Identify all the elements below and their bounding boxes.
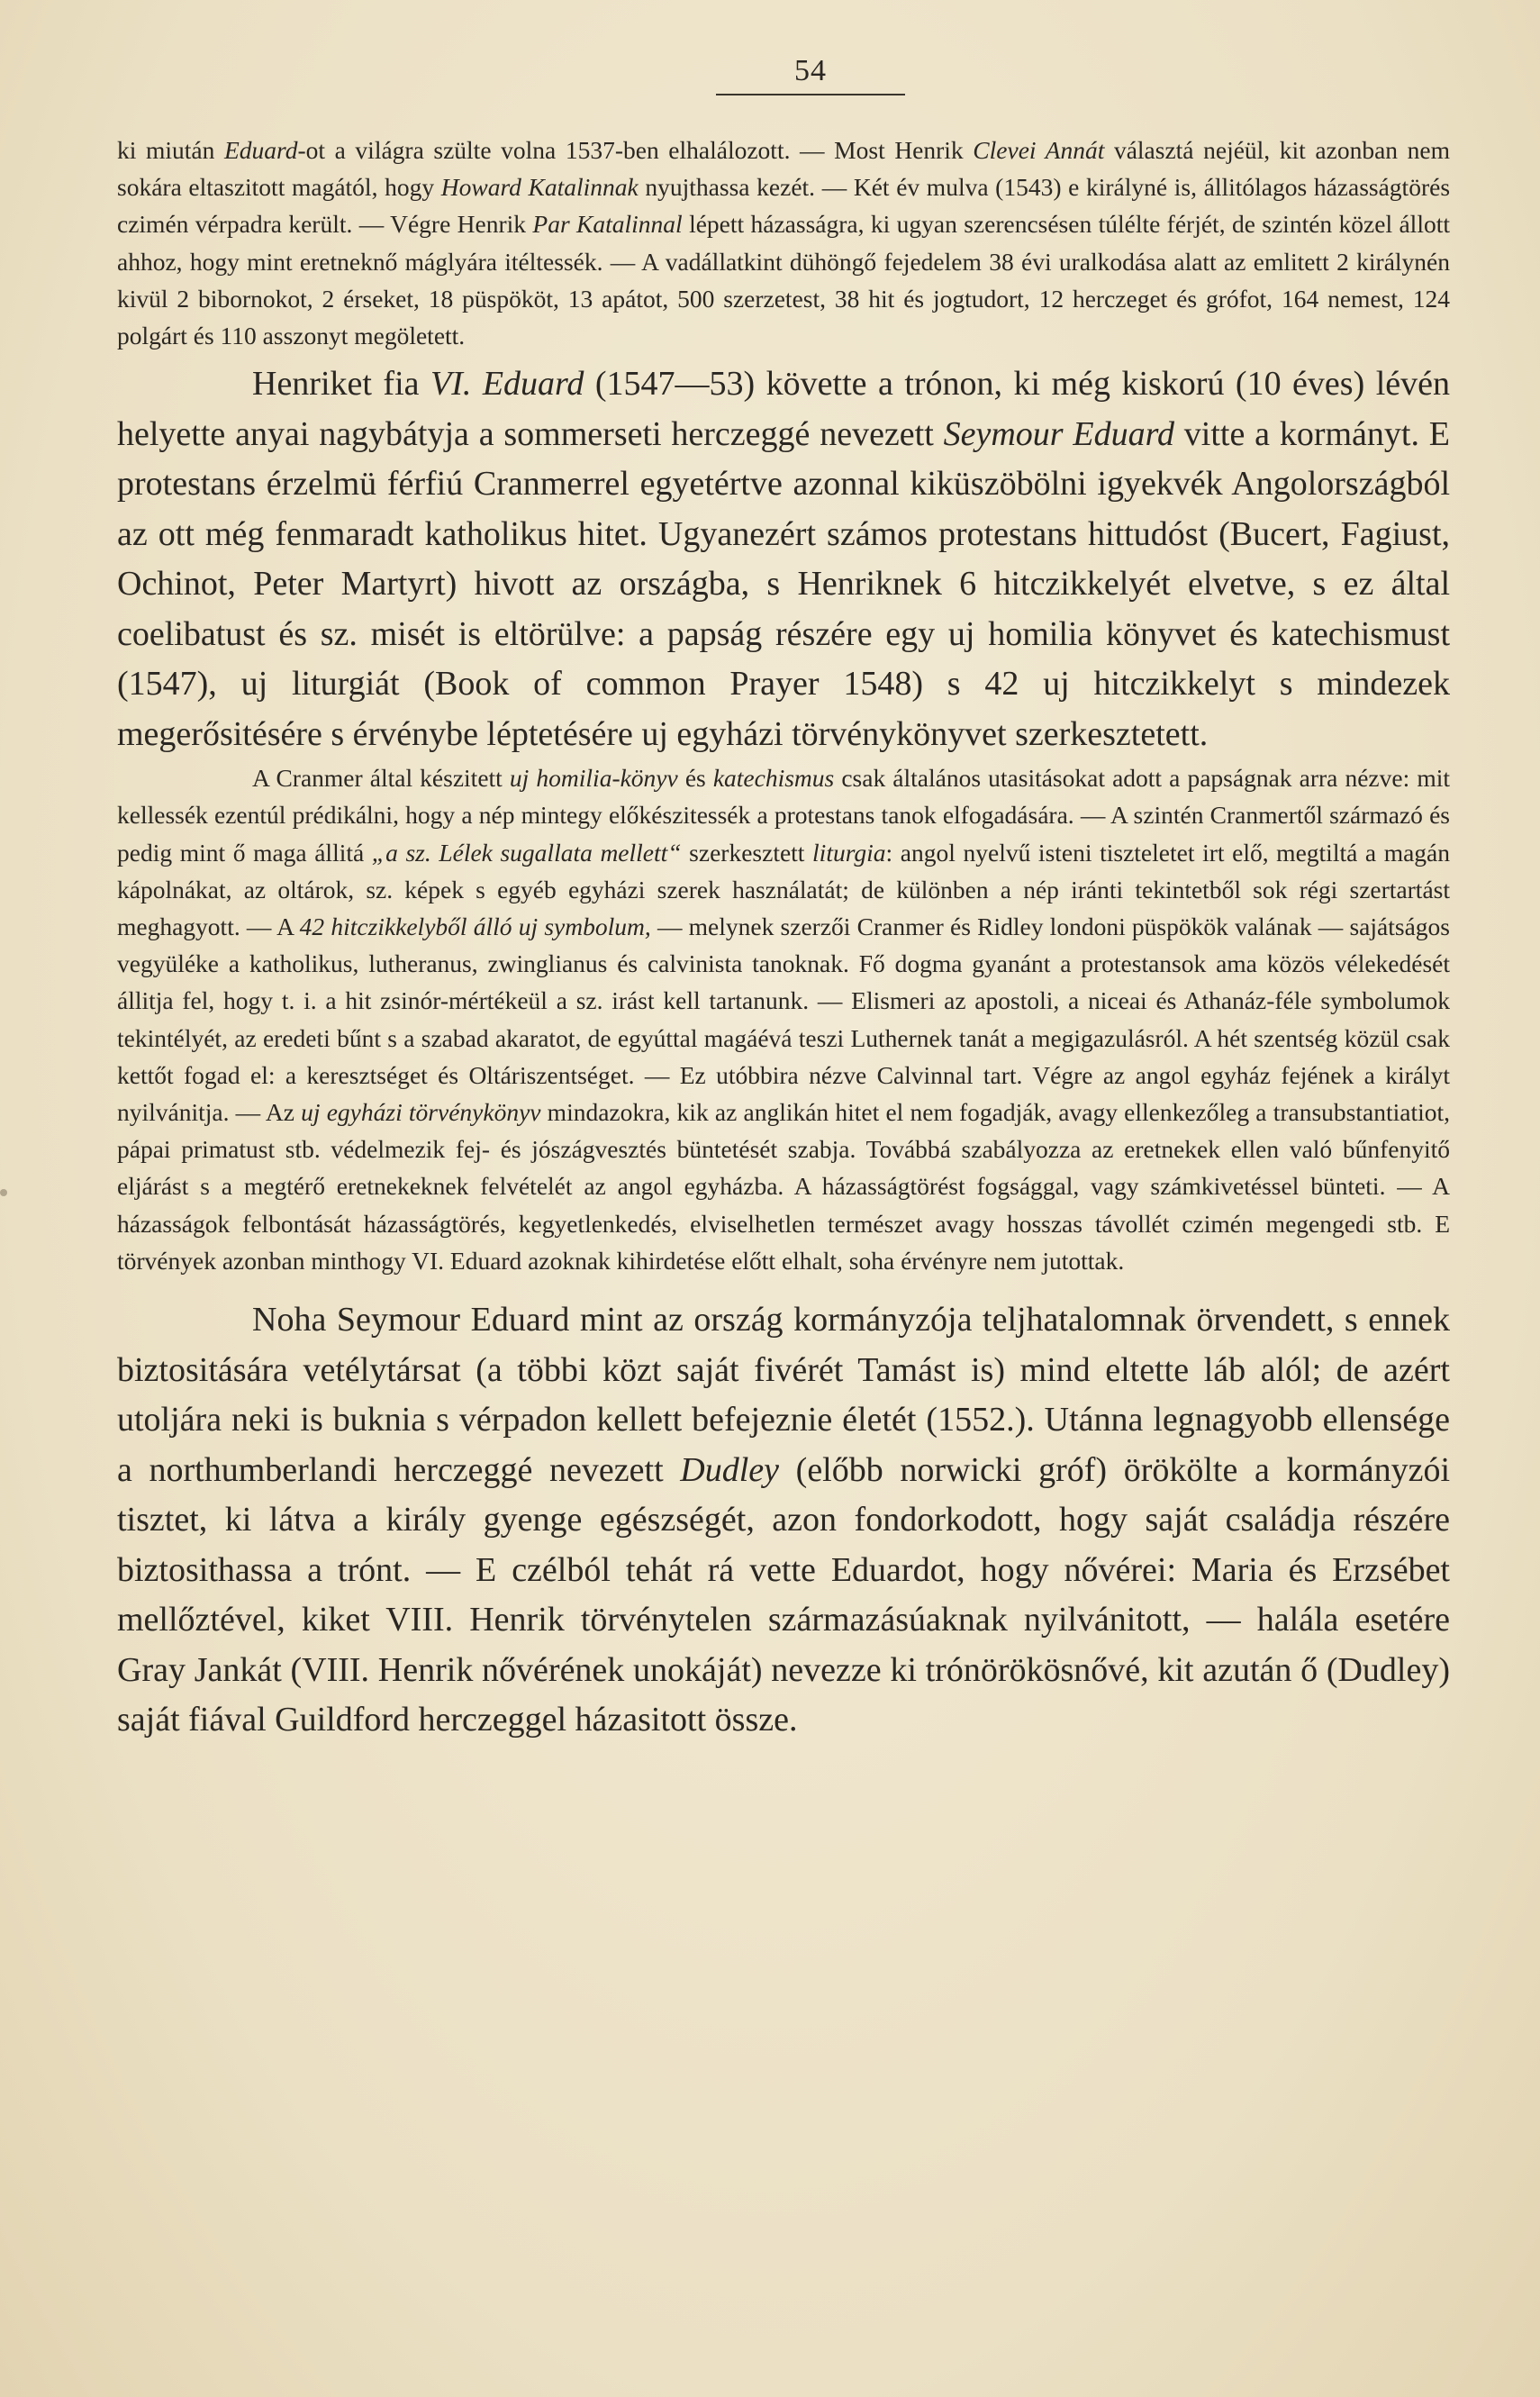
text-run: csak általános utasitásokat adott a papságnak arra nézve: mit kellessék ezentúl prédikálni, hogy a nép mintegy előkészitessék a protestans tanok elfogadására. — A szintén Cranmertől származó és pedig mint ő maga állitá	[117, 764, 1450, 867]
italic-text-run: Howard Katalinnak	[440, 173, 639, 202]
italic-text-run: Dudley	[680, 1450, 780, 1489]
text-run: (előbb norwicki gróf) örökölte a kormányzói tisztet, ki látva a király gyenge egészségét, azon fondorkodott, hogy saját családja részére biztosithassa a trónt. — E czélból tehát rá vette Eduardot, hogy nővérei: Maria és Erzsébet mellőztével, kiket VIII. Henrik törvénytelen származásúaknak nyilvánitott, — halála esetére Gray Jankát (VIII. Henrik nővérének unokáját) nevezze ki trónörökösnővé, kit azután ő (Dudley) saját fiával Guildford herczeggel házasitott össze.	[117, 1450, 1451, 1739]
italic-text-run: uj egyházi törvénykönyv	[301, 1098, 541, 1127]
text-run: vitte a kormányt. E protestans érzelmü férfiú Cranmerrel egyetértve azonnal kiküszöbölni igyekvék Angolországból az ott még fenmaradt katholikus hitet. Ugyanezért számos protestans hittudóst (Bucert, Fagiust, Ochinot, Peter Martyrt) hivott az országba, s Henriknek 6 hitczikkelyét elvetve, s ez által coelibatust és sz. misét is eltörülve: a papság részére egy uj homilia könyvet és katechismust (1547), uj liturgiát (Book of common Prayer 1548) s 42 uj hitczikkelyt s mindezek megerősitésére s érvénybe léptetésére uj egyházi törvénykönyvet szerkesztetett.	[117, 414, 1450, 753]
paragraph-edward-vi-reign	[117, 359, 1450, 759]
page-number: 54	[794, 54, 827, 87]
text-run: mindazokra, kik az anglikán hitet el nem fogadják, avagy ellenkezőleg a transubstantiatiot, pápai primatust stb. védelmezik fej- és jószágvesztés büntetését szabja. Továbbá szabályozza az eretnekek ellen való bűnfenyitő eljárást s a megtérő eretnekeknek felvételét az angol egyházba. A házasságtörést fogsággal, vagy számkivetéssel bünteti. — A házasságok felbontását házasságtörés, kegyetlenkedés, elviselhetlen természet avagy hosszas távollét czimén megengedi stb. E törvények azonban minthogy VI. Eduard azoknak kihirdetése előtt elhalt, soha érvényre nem jutottak.	[117, 1098, 1450, 1275]
paragraph-footnote-henrik-wives	[117, 132, 1450, 354]
text-run: Noha Seymour Eduard mint az ország kormányzója teljhatalomnak örvendett, s ennek biztositására vetélytársat (a többi közt saját fivérét Tamást is) mind eltette láb alól; de azért utoljára neki is buknia s vérpadon kellett befejeznie életét (1552.). Utánna legnagyobb ellensége a northumberlandi herczeggé nevezett	[117, 1301, 1450, 1489]
paper-speck	[0, 1189, 7, 1196]
text-run: -ot a világra szülte volna 1537-ben elhalálozott. — Most Henrik	[297, 136, 974, 164]
italic-text-run: 42 hitczikkelyből álló uj symbolum,	[299, 912, 651, 941]
text-run: : angol nyelvű isteni tiszteletet irt elő, megtiltá a magán kápolnákat, az oltárok, sz. képek s egyéb egyházi szerek használatát; de különben a nép iránti tekintetből sok régi szertartást meghagyott. — A	[117, 838, 1451, 941]
text-run: szerkesztett	[681, 838, 813, 867]
text-run: ki miután	[117, 136, 224, 164]
italic-text-run: „a sz. Lélek sugallata mellett“	[371, 838, 682, 867]
text-run: (1547—53) követte a trónon, ki még kiskorú (10 éves) lévén helyette anyai nagybátyja a sommerseti herczeggé nevezett	[117, 365, 1450, 453]
italic-text-run: uj homilia-könyv	[509, 764, 678, 793]
paragraph-footnote-cranmer-reforms	[117, 759, 1450, 1279]
italic-text-run: Eduard	[223, 136, 298, 164]
italic-text-run: katechismus	[712, 764, 835, 793]
italic-text-run: liturgia	[812, 838, 886, 867]
page-number-rule	[716, 94, 905, 95]
italic-text-run: Seymour Eduard	[943, 414, 1174, 453]
text-run: lépett házasságra, ki ugyan szerencsésen túlélte férjét, de szintén közel állott ahhoz, hogy mint eretneknő máglyára itéltessék. — A vadállatkint dühöngő fejedelem 38 évi uralkodása alatt az emlitett 2 királynén kivül 2 bibornokot, 2 érseket, 18 püspököt, 13 apátot, 500 szerzetest, 38 hit és jogtudort, 12 herczeget és grófot, 164 nemest, 124 polgárt és 110 asszonyt megöletett.	[117, 210, 1450, 350]
paragraph-seymour-dudley	[117, 1295, 1450, 1746]
text-run: A Cranmer által készitett	[252, 764, 510, 793]
text-run: választá nejéül, kit azonban nem sokára eltaszitott magától, hogy	[117, 136, 1450, 202]
text-run: — melynek szerzői Cranmer és Ridley londoni püspökök valának — sajátságos vegyüléke a katholikus, lutheranus, zwinglianus és calvinista tanoknak. Fő dogma gyanánt a protestansok ama közös vélekedését állitja fel, hogy t. i. a hit zsinór-mértékeül a sz. irást kell tartanunk. — Elismeri az apostoli, a niceai és Athanáz-féle symbolumok tekintélyét, az eredeti bűnt s a szabad akaratot, de egyúttal magáévá teszi Luthernek tanát a megigazulásról. A hét szentség közül csak kettőt fogad el: a keresztséget és Oltáriszentséget. — Ez utóbbira nézve Calvinnal tart. Végre az angol egyház fejének a királyt nyilvánitja. — Az	[117, 912, 1450, 1127]
text-run: Henriket fia	[252, 365, 430, 404]
text-run: és	[677, 764, 713, 793]
italic-text-run: VI. Eduard	[430, 365, 584, 404]
italic-text-run: Clevei Annát	[973, 136, 1105, 164]
book-page	[117, 54, 1450, 1746]
text-run: nyujthassa kezét. — Két év mulva (1543) e királyné is, állitólagos házasságtörés czimén vérpadra került. — Végre Henrik	[117, 173, 1451, 239]
italic-text-run: Par Katalinnal	[532, 210, 683, 239]
